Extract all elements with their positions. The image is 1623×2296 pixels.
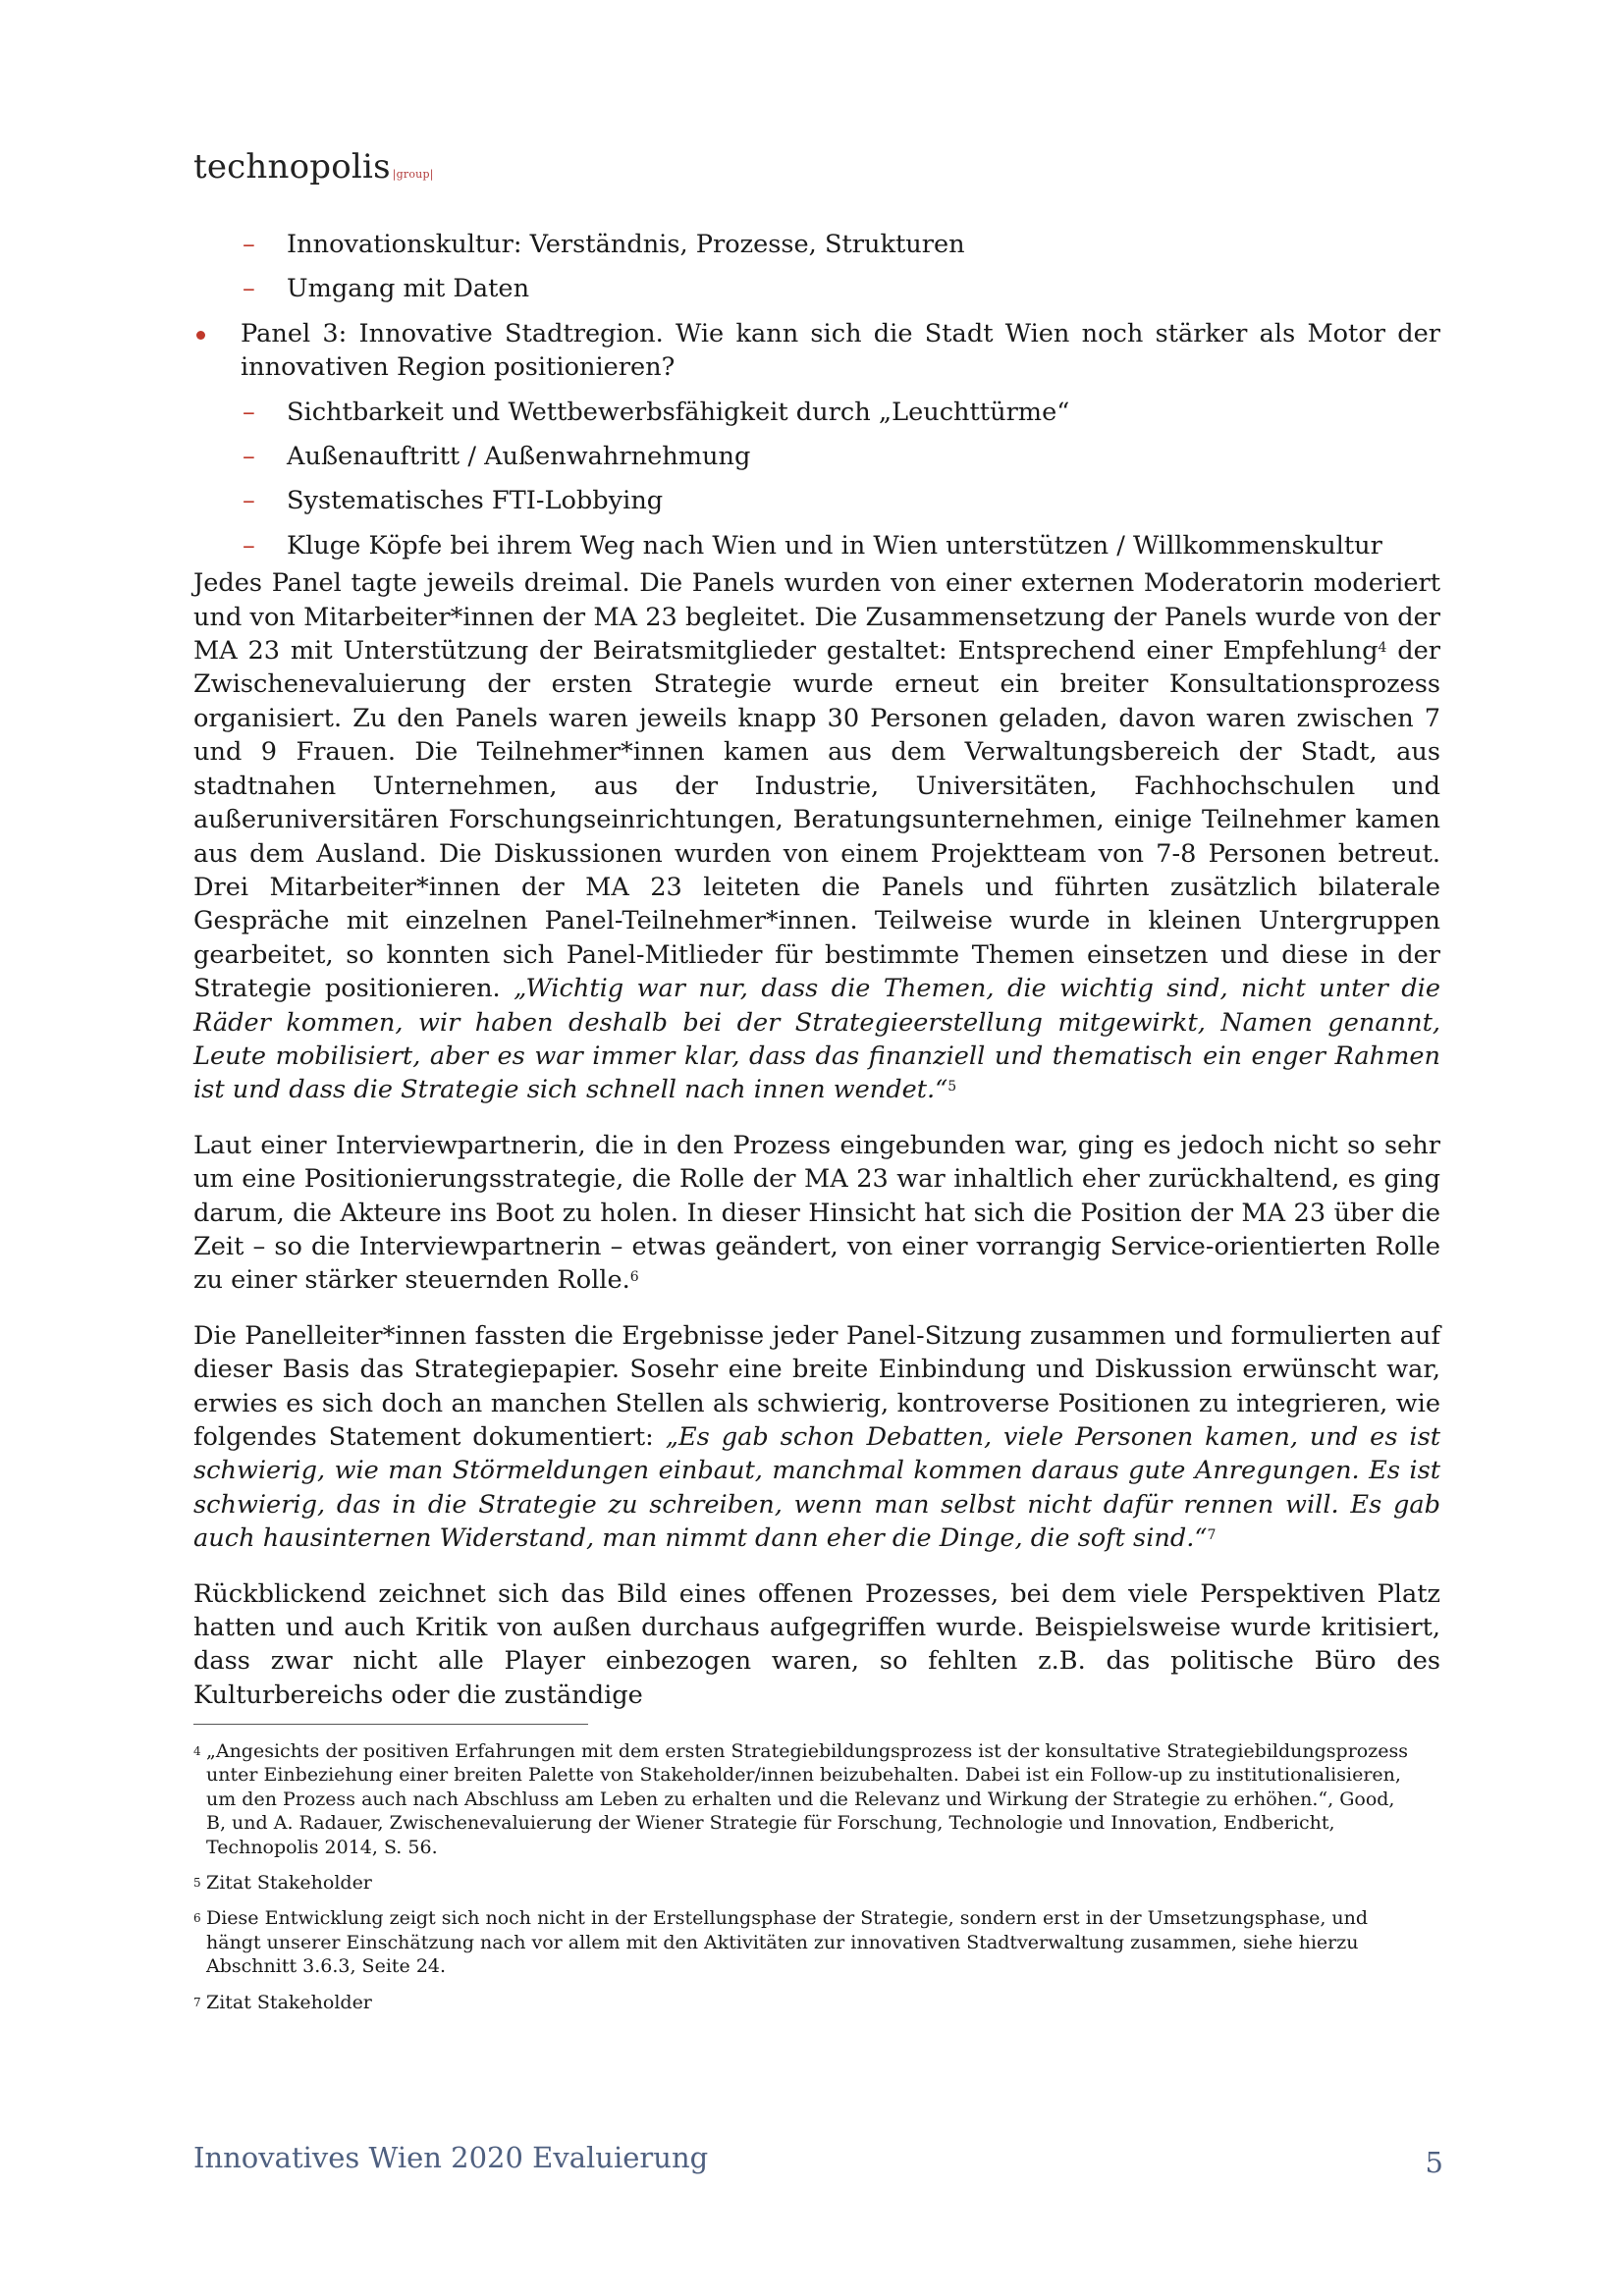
dash-icon: – [243, 530, 255, 561]
stakeholder-quote: „Wichtig war nur, dass die Themen, die wichtig sind, nicht unter die Räder kommen, wir haben deshalb bei der Strategieerstellung mitgewirkt, Namen genannt, Leute mobilisiert, aber es war immer klar, dass das finanziell und thematisch ein enger Rahmen ist und dass die Strategie sich schnell nach innen wendet.“ [193, 974, 1440, 1105]
dash-icon: – [243, 274, 255, 304]
paragraph-panels: Jedes Panel tagte jeweils dreimal. Die Panels wurden von einer externen Moderatorin moderiert und von Mitarbeiter*innen der MA 23 begleitet. Die Zusammensetzung der Panels wurde von der MA 23 mit Unterstützung der Beiratsmitglieder gestaltet: Entsprechend einer Empfehlung$^4$ der Zwischenevaluierung der ersten Strategie wurde erneut ein breiter Konsultationsprozess organisiert. Zu den Panels waren jeweils knapp 30 Personen geladen, davon waren zwischen 7 und 9 Frauen. Die Teilnehmer*innen kamen aus dem Verwaltungsbereich der Stadt, aus stadtnahen Unternehmen, aus der Industrie, Universitäten, Fachhochschulen und außeruniversitären Forschungseinrichtungen, Beratungsunternehmen, einige Teilnehmer kamen aus dem Ausland. Die Diskussionen wurden von einem Projektteam von 7-8 Personen betreut. Drei Mitarbeiter*innen der MA 23 leiteten die Panels und führten zusätzlich bilaterale Gespräche mit einzelnen Panel-Teilnehmer*innen. Teilweise wurde in kleinen Untergruppen gearbeitet, so konnten sich Panel-Mitlieder für bestimmte Themen einsetzen und diese in der Strategie positionieren. „Wichtig war nur, dass die Themen, die wichtig sind, nicht unter die Räder kommen, wir haben deshalb bei der Strategieerstellung mitgewirkt, Namen genannt, Leute mobilisiert, aber es war immer klar, dass das finanziell und thematisch ein enger Rahmen ist und dass die Strategie sich schnell nach innen wendet.“$^5$ [193, 568, 1440, 1105]
list-item: – Umgang mit Daten [193, 272, 1440, 305]
list-item: – Innovationskultur: Verständnis, Prozesse, Strukturen [193, 228, 1440, 261]
page-number: 5 [1425, 2146, 1443, 2179]
dash-icon: – [243, 486, 255, 516]
paragraph-interview: Laut einer Interviewpartnerin, die in den Prozess eingebunden war, ging es jedoch nicht so sehr um eine Positionierungsstrategie, die Rolle der MA 23 war inhaltlich eher zurückhaltend, es ging darum, die Akteure ins Boot zu holen. In dieser Hinsicht hat sich die Position der MA 23 über die Zeit – so die Interviewpartnerin – etwas geändert, von einer vorrangig Service-orientierten Rolle zu einer stärker steuernden Rolle.$^6$ [193, 1130, 1440, 1296]
footer-title: Innovatives Wien 2020 Evaluierung [193, 2141, 709, 2174]
technopolis-logo: technopolis |group| [193, 147, 434, 187]
footnote-6: 6 Diese Entwicklung zeigt sich noch nicht in der Erstellungsphase der Strategie, sondern erst in der Umsetzungsphase, und hängt unserer Einschätzung nach vor allem mit den Aktivitäten zur innovativen Stadtverwaltung zusammen, siehe hierzu Abschnitt 3.6.3, Seite 24. [193, 1907, 1369, 1978]
bullet-icon [196, 331, 205, 340]
footnote-ref-4[interactable]: 4 [1378, 640, 1387, 657]
footnote-ref-6[interactable]: 6 [629, 1269, 639, 1286]
footnotes [193, 1739, 1416, 2026]
paragraph-panel-leads: Die Panelleiter*innen fassten die Ergebnisse jeder Panel-Sitzung zusammen und formulierten auf dieser Basis das Strategiepapier. Sosehr eine breite Einbindung und Diskussion erwünscht war, erwies es sich doch an manchen Stellen als schwierig, kontroverse Positionen zu integrieren, wie folgendes Statement dokumentiert: „Es gab schon Debatten, viele Personen kamen, und es ist schwierig, wie man Störmeldungen einbaut, manchmal kommen daraus gute Anregungen. Es ist schwierig, das in die Strategie zu schreiben, wenn man selbst nicht dafür rennen will. Es gab auch hausinternen Widerstand, man nimmt dann eher die Dinge, die soft sind.“$^7$ [193, 1320, 1440, 1554]
list-item: – Außenauftritt / Außenwahrnehmung [193, 440, 1440, 473]
list-item: – Sichtbarkeit und Wettbewerbsfähigkeit durch „Leuchttürme“ [193, 396, 1440, 429]
stakeholder-quote: „Es gab schon Debatten, viele Personen kamen, und es ist schwierig, wie man Störmeldungen einbaut, manchmal kommen daraus gute Anregungen. Es ist schwierig, das in die Strategie zu schreiben, wenn man selbst nicht dafür rennen will. Es gab auch hausinternen Widerstand, man nimmt dann eher die Dinge, die soft sind.“ [193, 1422, 1440, 1554]
dash-icon: – [243, 442, 255, 472]
paragraph-retrospective: Rückblickend zeichnet sich das Bild eines offenen Prozesses, bei dem viele Perspektiven Platz hatten und auch Kritik von außen durchaus aufgegriffen wurde. Beispielsweise wurde kritisiert, dass zwar nicht alle Player einbezogen waren, so fehlten z.B. das politische Büro des Kulturbereichs oder die zuständige [193, 1578, 1440, 1710]
footnote-7: 7 Zitat Stakeholder [193, 1991, 372, 2013]
footnote-divider [193, 1724, 588, 1725]
footnote-ref-7[interactable]: 7 [1207, 1527, 1217, 1544]
footnote-4: 4 „Angesichts der positiven Erfahrungen mit dem ersten Strategiebildungsprozess ist der konsultative Strategiebildungsprozess unter Einbeziehung einer breiten Palette von Stakeholder/innen beizubehalten. Dabei ist ein Follow-up zu institutionalisieren, um den Prozess auch nach Abschluss am Leben zu erhalten und die Relevanz und Wirkung der Strategie zu erhöhen.“, Good, B, und A. Radauer, Zwischenevaluierung der Wiener Strategie für Forschung, Technologie und Innovation, Endbericht, Technopolis 2014, S. 56. [193, 1740, 1408, 1858]
list-item: – Systematisches FTI-Lobbying [193, 484, 1440, 517]
dash-icon: – [243, 230, 255, 259]
panel-3-item: Panel 3: Innovative Stadtregion. Wie kann sich die Stadt Wien noch stärker als Motor der innovativen Region positionieren? [193, 317, 1440, 385]
list-item: – Kluge Köpfe bei ihrem Weg nach Wien und in Wien unterstützen / Willkommenskultur [193, 529, 1440, 562]
dash-icon: – [243, 397, 255, 427]
page-body [193, 228, 1440, 1734]
footnote-ref-5[interactable]: 5 [947, 1079, 957, 1095]
footnote-5: 5 Zitat Stakeholder [193, 1872, 372, 1895]
